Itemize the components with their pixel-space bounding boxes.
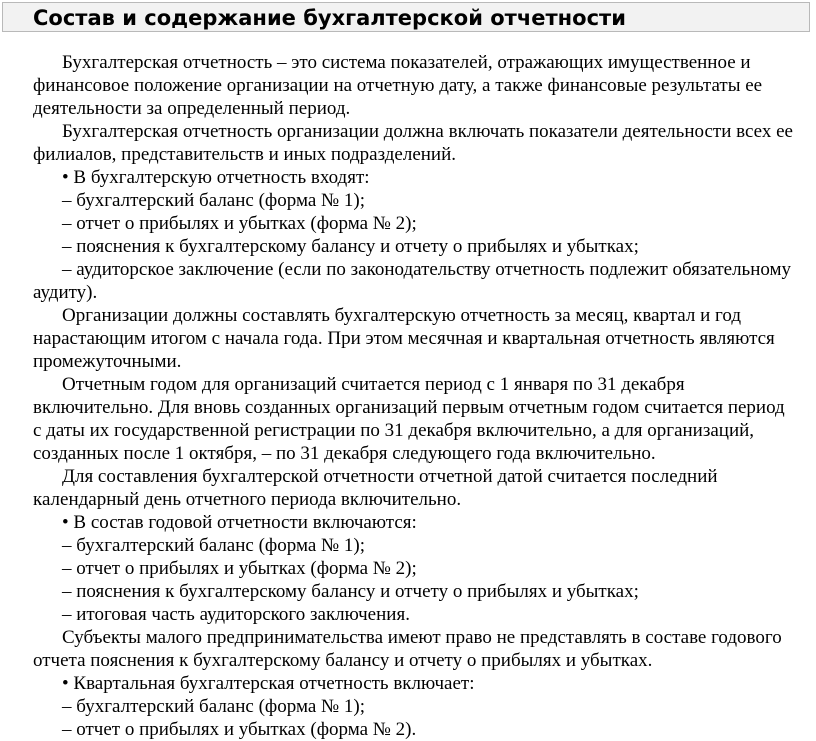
- paragraph-scope: Бухгалтерская отчетность организации должна включать показатели деятельности всех ее филиалов, представительств и иных подразделений.: [33, 121, 793, 165]
- list-item: – аудиторское заключение (если по законодательству отчетность подлежит обязательному аудиту).: [33, 259, 792, 303]
- paragraph-reporting-year: Отчетным годом для организаций считается период с 1 января по 31 декабря включительно. Для вновь созданных организаций первым отчетным годом считается период с даты их государственной регистрации по 31 декабря включительно, а для организаций, созданных после 1 октября, – по 31 декабря следующего года включительно.: [33, 374, 785, 464]
- list-item: – бухгалтерский баланс (форма № 1);: [62, 190, 365, 211]
- paragraph-reporting-date: Для составления бухгалтерской отчетности отчетной датой считается последний календарный день отчетного периода включительно.: [33, 466, 718, 510]
- paragraph-periods: Организации должны составлять бухгалтерскую отчетность за месяц, квартал и год нарастающим итогом с начала года. При этом месячная и квартальная отчетность являются промежуточными.: [33, 305, 775, 372]
- list-item: – пояснения к бухгалтерскому балансу и отчету о прибылях и убытках;: [62, 236, 639, 257]
- list-item: – пояснения к бухгалтерскому балансу и отчету о прибылях и убытках;: [62, 581, 639, 602]
- paragraph-small-business: Субъекты малого предпринимательства имеют право не представлять в составе годового отчета пояснения к бухгалтерскому балансу и отчету о прибылях и убытках.: [33, 627, 782, 671]
- list-heading-quarterly-report: • Квартальная бухгалтерская отчетность включает:: [62, 673, 475, 694]
- list-item: – отчет о прибылях и убытках (форма № 2);: [62, 558, 417, 579]
- page-title: Состав и содержание бухгалтерской отчетности: [33, 6, 626, 30]
- paragraph-definition: Бухгалтерская отчетность – это система показателей, отражающих имущественное и финансовое положение организации на отчетную дату, а также финансовые результаты ее деятельности за определенный период.: [33, 52, 763, 119]
- list-heading-annual-report: • В состав годовой отчетности включаются:: [62, 512, 417, 533]
- list-item: – отчет о прибылях и убытках (форма № 2).: [62, 719, 417, 740]
- list-item: – бухгалтерский баланс (форма № 1);: [62, 535, 365, 556]
- list-item: – бухгалтерский баланс (форма № 1);: [62, 696, 365, 717]
- document-body: [33, 51, 793, 741]
- title-bar: [2, 2, 810, 32]
- list-heading-reporting-includes: • В бухгалтерскую отчетность входят:: [62, 167, 370, 188]
- list-item: – отчет о прибылях и убытках (форма № 2);: [62, 213, 417, 234]
- list-item: – итоговая часть аудиторского заключения.: [62, 604, 410, 625]
